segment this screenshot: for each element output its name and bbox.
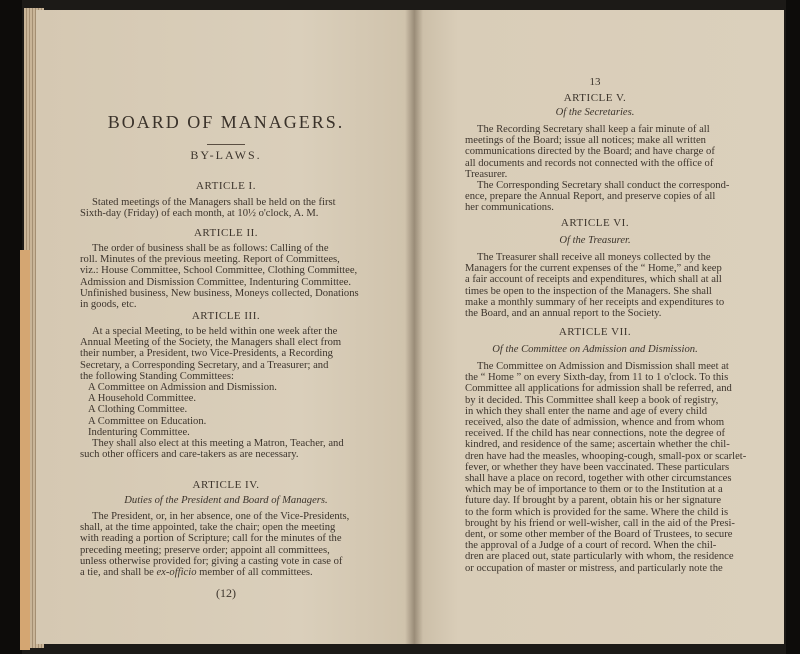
article-6-subheading: Of the Treasurer. (559, 235, 631, 246)
article-1-heading: ARTICLE I. (196, 180, 256, 192)
page-title: BOARD OF MANAGERS. (107, 112, 345, 132)
cover-edge (20, 250, 30, 650)
article-1-text: Stated meetings of the Managers shall be held on the first Sixth-day (Friday) of each month, at 10½ o'clock, A. M. (80, 197, 336, 220)
article-7-text: The Committee on Admission and Dismission shall meet at the “ Home ” on every Sixth-day, from 11 to 1 o'clock. To this Committee all applications for admission shall be referred, and by it decided. This Committee shall keep a book of registry, in which they shall enter the name and age of every child received, also the date of admission, whence and from whom received. If the child has near connections, note the degree of kindred, and residence of the same; ascertain whether the chil- dren have had the measles, whooping-cough, small-pox or scarlet- fever, or whether they have been vaccinated. These particulars shall have a place on record, together with other circumstances which may be of importance to them or to the Institution at a future day. If brought by a parent, obtain his or her signature to the form which is provided for the same. Where the child is brought by his friend or well-wisher, call in the aid of the Presi- dent, or some other member of the Board of Trustees, to secure the approval of a Judge of a court of record. When the chil- dren are placed out, state particularly with whom, the residence or occupation of master or mistress, and particularly note the (465, 361, 747, 574)
article-3-heading: ARTICLE III. (191, 310, 261, 322)
article-5-subheading: Of the Secretaries. (555, 107, 635, 118)
article-4-text: The President, or, in her absence, one of the Vice-Presidents, shall, at the time appointed, take the chair; open the meeting with reading a portion of Scripture; call for the minutes of the preceding meeting; preserve order; appoint all committees, unless otherwise provided for; giving a casting vote in case of a tie, and shall be ex-officio member of all committees. (80, 511, 350, 579)
article-4-subheading: Duties of the President and Board of Managers. (124, 495, 328, 506)
article-7-heading: ARTICLE VII. (558, 326, 632, 338)
right-page-number: 13 (589, 76, 601, 88)
article-5-text: The Recording Secretary shall keep a fair minute of all meetings of the Board; issue all notices; make all written communications directed by the Board; and have charge of all documents and records not connected with the office of Treasurer. The Corresponding Secretary shall conduct the correspond- ence, prepare the Annual Report, and preserve copies of all her communications. (465, 124, 730, 214)
article-6-heading: ARTICLE VI. (560, 217, 630, 229)
article-3-text: At a special Meeting, to be held within one week after the Annual Meeting of the Society, the Managers shall elect from their number, a President, two Vice-Presidents, a Recording Secretary, a Corresponding Secretary, and a Treasurer; and the following Standing Committees: A Committee on Admission and Dismission. A Household Committee. A Clothing Committee. A Committee on Education. Indenturing Committee. They shall also elect at this meeting a Matron, Teacher, and such other officers and care-takers as are necessary. (80, 326, 344, 461)
article-2-text: The order of business shall be as follows: Calling of the roll. Minutes of the previous meeting. Report of Committees, viz.: House Committee, School Committee, Clothing Committee, Admission and Dismission Committee, Indenturing Committee. Unfinished business, New business, Moneys collected, Donations in goods, etc. (80, 243, 359, 311)
title-rule (207, 144, 245, 145)
article-5-heading: ARTICLE V. (563, 92, 627, 104)
article-7-subheading: Of the Committee on Admission and Dismission. (492, 344, 698, 355)
bylaws-heading: BY-LAWS. (190, 148, 262, 162)
article-2-heading: ARTICLE II. (193, 227, 259, 239)
scan-border-left (0, 0, 22, 654)
scan-border-right (786, 0, 800, 654)
left-page-number: (12) (216, 586, 236, 600)
book-gutter (405, 10, 423, 644)
article-6-text: The Treasurer shall receive all moneys collected by the Managers for the current expenses of the “ Home,” and keep a fair account of receipts and expenditures, which shall at all times be open to the inspection of the Managers. She shall make a monthly summary of her receipts and expenditures to the Board, and an annual report to the Society. (465, 252, 725, 320)
article-4-heading: ARTICLE IV. (192, 479, 260, 491)
